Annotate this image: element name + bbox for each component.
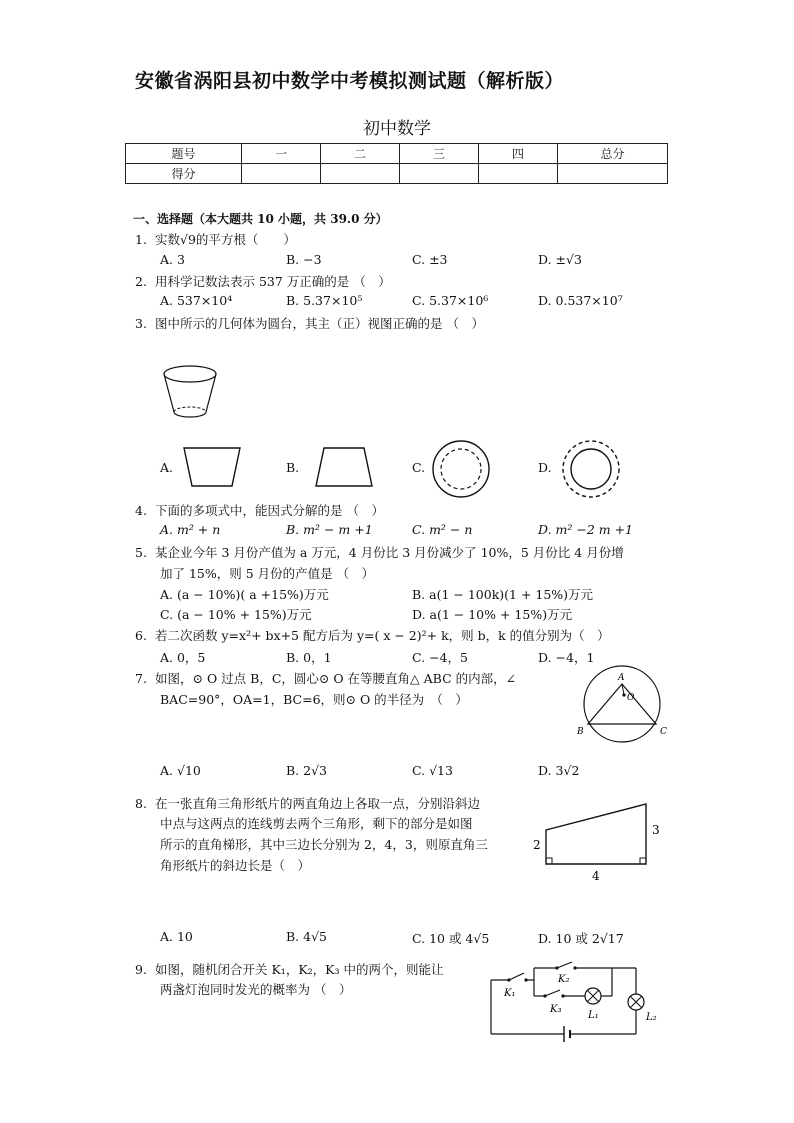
option-b: B. 4√5 bbox=[286, 929, 328, 944]
option-c: C. (a − 10% + 15%)万元 bbox=[160, 607, 312, 622]
score-cell bbox=[558, 164, 668, 184]
question-text-continued: BAC=90°，OA=1，BC=6，则⊙ O 的半径为 （ ） bbox=[160, 692, 468, 707]
side-label-bottom: 4 bbox=[592, 869, 600, 883]
circle-triangle-figure bbox=[574, 664, 674, 748]
option-c: C. 10 或 4√5 bbox=[412, 931, 490, 946]
option-c: C. √13 bbox=[412, 763, 453, 778]
question-7 bbox=[135, 669, 516, 688]
score-header-cell: 四 bbox=[479, 144, 558, 164]
frustum-figure bbox=[160, 362, 220, 422]
question-number: 6. bbox=[135, 628, 147, 643]
question-number: 8. bbox=[135, 796, 147, 811]
label-k1: K₁ bbox=[504, 988, 516, 999]
question-number: 7. bbox=[135, 671, 147, 686]
option-a: A. 0，5 bbox=[160, 650, 206, 665]
option-d: D. m² −2 m +1 bbox=[538, 522, 634, 537]
option-c-circles-figure bbox=[430, 438, 492, 500]
question-1 bbox=[135, 230, 296, 249]
label-l2: L₂ bbox=[646, 1012, 657, 1023]
label-k3: K₃ bbox=[550, 1004, 562, 1015]
option-c: C. m² − n bbox=[412, 522, 473, 537]
label-a: A bbox=[618, 673, 625, 683]
question-number: 4. bbox=[135, 503, 147, 518]
question-text-continued: 两盏灯泡同时发光的概率为 （ ） bbox=[160, 982, 352, 997]
score-table bbox=[125, 143, 668, 184]
option-d: D. ±√3 bbox=[538, 252, 582, 267]
option-d: D. −4，1 bbox=[538, 650, 595, 665]
score-header-cell: 二 bbox=[321, 144, 400, 164]
label-b: B bbox=[577, 727, 584, 737]
option-c: C. bbox=[412, 460, 426, 475]
score-table-header-row bbox=[126, 144, 668, 164]
question-text: 用科学记数法表示 537 万正确的是 （ ） bbox=[155, 274, 391, 289]
option-b: B. 0，1 bbox=[286, 650, 332, 665]
question-9 bbox=[135, 960, 444, 979]
question-number: 5. bbox=[135, 545, 147, 560]
question-4 bbox=[135, 501, 384, 520]
question-number: 1. bbox=[135, 232, 147, 247]
label-o: O bbox=[627, 693, 635, 703]
option-a: A. 3 bbox=[160, 252, 185, 267]
option-d: D. bbox=[538, 460, 552, 475]
score-header-cell: 三 bbox=[400, 144, 479, 164]
label-k2: K₂ bbox=[558, 974, 570, 985]
score-header-cell: 题号 bbox=[126, 144, 242, 164]
option-a: A. √10 bbox=[160, 763, 201, 778]
question-text-continued: 加了 15%，则 5 月份的产值是 （ ） bbox=[160, 566, 375, 581]
right-trapezoid-figure bbox=[530, 792, 665, 884]
circuit-figure bbox=[486, 960, 666, 1044]
question-text-continued: 中点与这两点的连线剪去两个三角形，剩下的部分是如图 bbox=[160, 816, 473, 831]
option-d: D. 10 或 2√17 bbox=[538, 931, 624, 946]
option-c: C. ±3 bbox=[412, 252, 448, 267]
option-d: D. a(1 − 10% + 15%)万元 bbox=[412, 607, 573, 622]
option-b: B. m² − m +1 bbox=[286, 522, 373, 537]
score-header-cell: 总分 bbox=[558, 144, 668, 164]
score-row-label: 得分 bbox=[126, 164, 242, 184]
score-cell bbox=[321, 164, 400, 184]
question-text: 图中所示的几何体为圆台，其主（正）视图正确的是 （ ） bbox=[155, 316, 484, 331]
score-cell bbox=[400, 164, 479, 184]
option-c: C. 5.37×10⁶ bbox=[412, 293, 489, 308]
page-subtitle: 初中数学 bbox=[363, 119, 431, 139]
score-header-cell: 一 bbox=[242, 144, 321, 164]
question-text: 某企业今年 3 月份产值为 a 万元，4 月份比 3 月份减少了 10%，5 月份比 4 月份增 bbox=[155, 545, 624, 560]
label-c: C bbox=[660, 727, 667, 737]
option-b-trapezoid-figure bbox=[312, 446, 376, 490]
question-2 bbox=[135, 272, 391, 291]
option-d: D. 0.537×10⁷ bbox=[538, 293, 623, 308]
question-8 bbox=[135, 794, 480, 813]
question-text: 在一张直角三角形纸片的两直角边上各取一点，分别沿斜边 bbox=[155, 796, 481, 811]
side-label-right: 3 bbox=[652, 823, 660, 837]
option-a: A. 537×10⁴ bbox=[160, 293, 233, 308]
option-d: D. 3√2 bbox=[538, 763, 580, 778]
question-text: 如图，⊙ O 过点 B，C，圆心⊙ O 在等腰直角△ ABC 的内部，∠ bbox=[155, 671, 517, 686]
option-b: B. a(1 − 100k)(1 + 15%)万元 bbox=[412, 587, 594, 602]
section-heading: 一、选择题（本大题共 10 小题，共 39.0 分） bbox=[133, 212, 388, 226]
question-text: 下面的多项式中，能因式分解的是 （ ） bbox=[155, 503, 384, 518]
question-number: 9. bbox=[135, 962, 147, 977]
option-b: B. 2√3 bbox=[286, 763, 328, 778]
option-d-circles-figure bbox=[560, 438, 622, 500]
question-text: 实数√9的平方根（ ） bbox=[155, 232, 296, 247]
option-b: B. −3 bbox=[286, 252, 322, 267]
question-text: 如图，随机闭合开关 K₁，K₂，K₃ 中的两个，则能让 bbox=[155, 962, 444, 977]
question-text: 若二次函数 y=x²+ bx+5 配方后为 y=( x − 2)²+ k，则 b，k 的值分别为（ ） bbox=[155, 628, 610, 643]
side-label-left: 2 bbox=[533, 838, 541, 852]
question-number: 2. bbox=[135, 274, 147, 289]
label-l1: L₁ bbox=[588, 1010, 599, 1021]
question-text-continued: 角形纸片的斜边长是（ ） bbox=[160, 858, 311, 873]
question-3 bbox=[135, 314, 484, 333]
option-a: A. m² + n bbox=[160, 522, 221, 537]
option-a: A. 10 bbox=[160, 929, 193, 944]
score-cell bbox=[242, 164, 321, 184]
option-b: B. bbox=[286, 460, 300, 475]
question-6 bbox=[135, 626, 610, 645]
option-c: C. −4，5 bbox=[412, 650, 468, 665]
option-a: A. bbox=[160, 460, 174, 475]
score-cell bbox=[479, 164, 558, 184]
question-text-continued: 所示的直角梯形，其中三边长分别为 2，4，3，则原直角三 bbox=[160, 837, 488, 852]
question-number: 3. bbox=[135, 316, 147, 331]
question-5 bbox=[135, 543, 624, 562]
option-a-trapezoid-figure bbox=[180, 446, 244, 490]
score-table-score-row bbox=[126, 164, 668, 184]
option-a: A. (a − 10%)( a +15%)万元 bbox=[160, 587, 329, 602]
page-title: 安徽省涡阳县初中数学中考模拟测试题（解析版） bbox=[135, 70, 565, 92]
option-b: B. 5.37×10⁵ bbox=[286, 293, 363, 308]
